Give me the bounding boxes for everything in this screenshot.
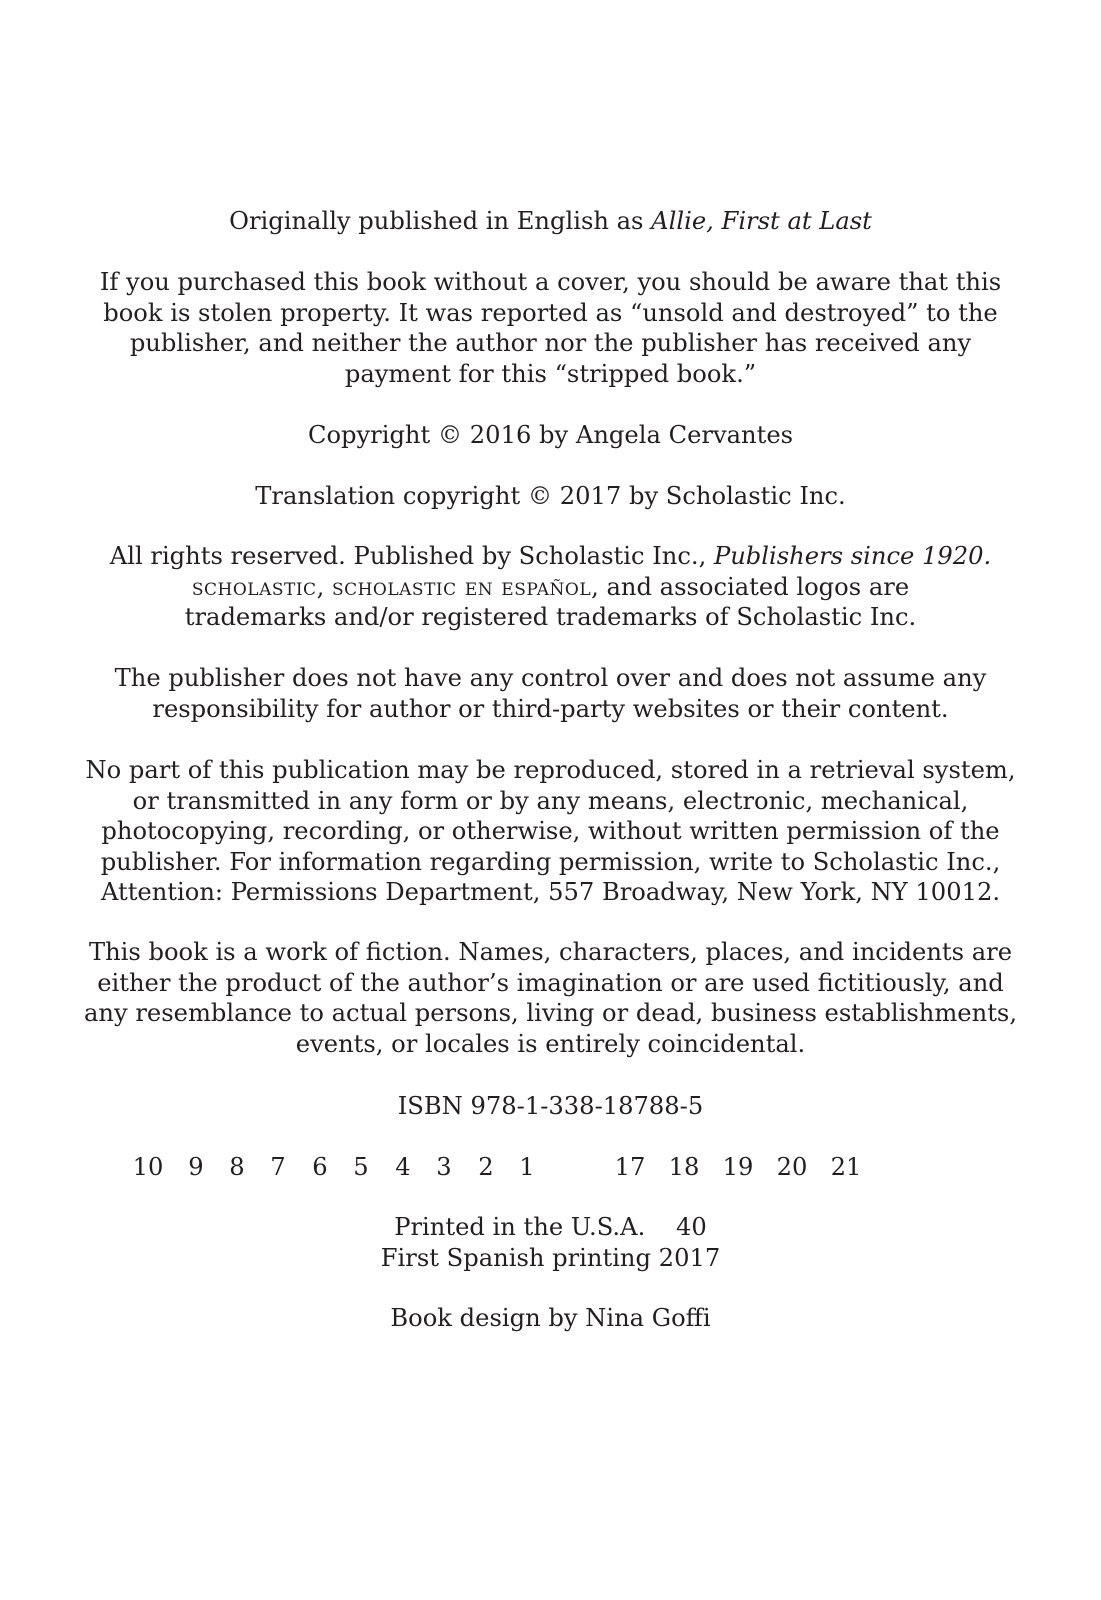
impression-number: 9 [188,1153,204,1181]
impression-number: 1 [519,1153,535,1181]
impression-number: 10 [132,1153,164,1181]
printing-info [0,1212,1101,1273]
first-printing-line: First Spanish printing 2017 [380,1243,721,1272]
fiction-notice: This book is a work of fiction. Names, characters, places, and incidents are either the product of the author’s imagination or are used fictitiously, and any resemblance to actual persons, living or dead, business establishments, events, or locales is entirely coincidental. [83,938,1018,1058]
impression-number: 2 [478,1153,494,1181]
year-number: 21 [830,1153,862,1181]
copyright-line: Copyright © 2016 by Angela Cervantes [307,421,794,449]
trademark-scholastic-en-espanol: scholastic en español [331,572,592,601]
original-title-line: Originally published in English as Allie, First at Last [229,207,872,235]
stripped-book-notice: If you purchased this book without a cover, you should be aware that this book is stolen property. It was reported as “unsold and destroyed” to the publisher, and neither the author nor the publisher has received any payment for this “stripped book.” [99,268,1002,388]
year-number: 19 [722,1153,754,1181]
impression-number: 6 [312,1153,328,1181]
impression-number: 4 [395,1153,411,1181]
year-number: 18 [668,1153,700,1181]
printing-number-line [0,1152,1101,1186]
printed-in-line: Printed in the U.S.A. 40 [394,1213,707,1241]
trademark-scholastic: scholastic [191,572,317,601]
book-design-credit: Book design by Nina Goffi [390,1304,711,1332]
original-title: Allie, First at Last [651,207,872,235]
year-number: 20 [776,1153,808,1181]
impression-number: 8 [229,1153,245,1181]
isbn-line: ISBN 978-1-338-18788-5 [397,1092,704,1120]
reproduction-notice: No part of this publication may be reproduced, stored in a retrieval system, or transmitted in any form or by any means, electronic, mechanical, photocopying, recording, or otherwise, without written permission of the publisher. For information regarding permission, write to Scholastic Inc., Attention: Permissions Department, 557 Broadway, New York, NY 10012. [85,756,1016,907]
impression-number: 3 [436,1153,452,1181]
translation-copyright-line: Translation copyright © 2017 by Scholastic Inc. [255,482,846,510]
rights-notice: All rights reserved. Published by Scholastic Inc., Publishers since 1920. scholastic, scholastic en español, and associated logos are trademarks and/or registered trademarks of Scholastic Inc. [109,542,992,632]
year-number: 17 [614,1153,646,1181]
websites-notice: The publisher does not have any control over and does not assume any responsibility for author or third-party websites or their content. [114,664,987,723]
impression-number: 7 [270,1153,286,1181]
impression-number: 5 [353,1153,369,1181]
